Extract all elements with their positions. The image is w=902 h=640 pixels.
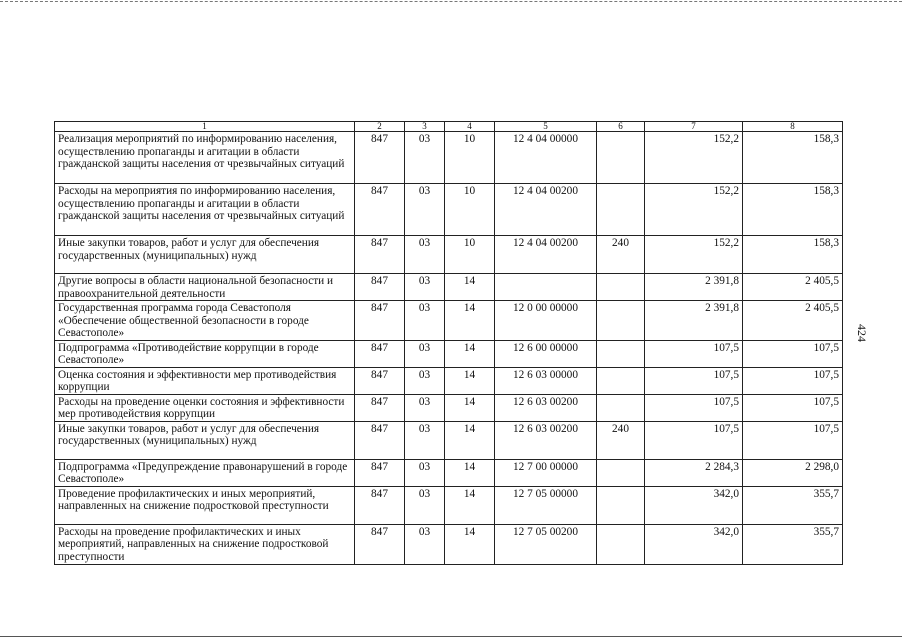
row-pr-cell: 10 (445, 236, 495, 274)
row-vr-cell (597, 184, 645, 236)
header-cell-4: 4 (445, 122, 495, 132)
row-sum-cell: 107,5 (645, 421, 743, 459)
row-sum-cell: 2 391,8 (645, 274, 743, 301)
row-rz-cell: 03 (405, 367, 445, 394)
budget-table (54, 121, 843, 565)
row-vr-cell: 240 (597, 236, 645, 274)
table-row (55, 184, 843, 236)
row-ved-cell: 847 (355, 301, 405, 341)
row-sum-cell: 355,7 (743, 486, 843, 524)
row-rz-cell: 03 (405, 421, 445, 459)
row-csr-cell: 12 7 00 00000 (495, 459, 597, 486)
row-name-cell: Проведение профилактических и иных мероприятий, направленных на снижение подростковой преступности (55, 486, 355, 524)
row-ved-cell: 847 (355, 340, 405, 367)
row-pr-cell: 14 (445, 301, 495, 341)
header-cell-2: 2 (355, 122, 405, 132)
row-vr-cell (597, 367, 645, 394)
row-ved-cell: 847 (355, 367, 405, 394)
row-sum-cell: 342,0 (645, 524, 743, 564)
row-pr-cell: 14 (445, 367, 495, 394)
header-cell-8: 8 (743, 122, 843, 132)
table-row (55, 340, 843, 367)
row-csr-cell: 12 6 03 00000 (495, 367, 597, 394)
row-csr-cell (495, 274, 597, 301)
row-sum-cell: 107,5 (743, 367, 843, 394)
row-csr-cell: 12 7 05 00000 (495, 486, 597, 524)
row-ved-cell: 847 (355, 524, 405, 564)
row-rz-cell: 03 (405, 486, 445, 524)
row-sum-cell: 158,3 (743, 236, 843, 274)
row-ved-cell: 847 (355, 274, 405, 301)
row-ved-cell: 847 (355, 394, 405, 421)
row-sum-cell: 2 405,5 (743, 274, 843, 301)
row-name-cell: Оценка состояния и эффективности мер противодействия коррупции (55, 367, 355, 394)
row-rz-cell: 03 (405, 184, 445, 236)
row-ved-cell: 847 (355, 184, 405, 236)
row-pr-cell: 10 (445, 132, 495, 184)
table-row (55, 236, 843, 274)
table-row (55, 394, 843, 421)
row-pr-cell: 14 (445, 459, 495, 486)
row-name-cell: Иные закупки товаров, работ и услуг для обеспечения государственных (муниципальных) нужд (55, 421, 355, 459)
row-csr-cell: 12 6 03 00200 (495, 421, 597, 459)
row-sum-cell: 152,2 (645, 236, 743, 274)
table-row (55, 486, 843, 524)
row-vr-cell (597, 132, 645, 184)
row-name-cell: Расходы на проведение профилактических и иных мероприятий, направленных на снижение подростковой преступности (55, 524, 355, 564)
row-vr-cell (597, 394, 645, 421)
row-sum-cell: 152,2 (645, 132, 743, 184)
row-pr-cell: 14 (445, 421, 495, 459)
row-sum-cell: 2 405,5 (743, 301, 843, 341)
row-name-cell: Расходы на проведение оценки состояния и эффективности мер противодействия коррупции (55, 394, 355, 421)
table-row (55, 301, 843, 341)
table-row (55, 524, 843, 564)
table-header-row (55, 122, 843, 132)
scan-bottom-edge (0, 636, 902, 637)
row-rz-cell: 03 (405, 236, 445, 274)
row-pr-cell: 14 (445, 274, 495, 301)
row-rz-cell: 03 (405, 340, 445, 367)
row-vr-cell (597, 301, 645, 341)
row-rz-cell: 03 (405, 274, 445, 301)
row-csr-cell: 12 4 04 00000 (495, 132, 597, 184)
row-sum-cell: 107,5 (645, 340, 743, 367)
row-pr-cell: 14 (445, 524, 495, 564)
table-body (55, 132, 843, 565)
row-name-cell: Реализация мероприятий по информированию населения, осуществлению пропаганды и агитации в области гражданской защиты населения от чрезвычайных ситуаций (55, 132, 355, 184)
row-pr-cell: 14 (445, 486, 495, 524)
row-vr-cell: 240 (597, 421, 645, 459)
row-csr-cell: 12 4 04 00200 (495, 236, 597, 274)
row-rz-cell: 03 (405, 132, 445, 184)
row-vr-cell (597, 274, 645, 301)
header-cell-7: 7 (645, 122, 743, 132)
table-row (55, 132, 843, 184)
row-sum-cell: 158,3 (743, 184, 843, 236)
row-csr-cell: 12 6 03 00200 (495, 394, 597, 421)
header-cell-1: 1 (55, 122, 355, 132)
table-row (55, 367, 843, 394)
row-csr-cell: 12 6 00 00000 (495, 340, 597, 367)
row-ved-cell: 847 (355, 236, 405, 274)
row-sum-cell: 152,2 (645, 184, 743, 236)
row-csr-cell: 12 0 00 00000 (495, 301, 597, 341)
row-rz-cell: 03 (405, 394, 445, 421)
row-csr-cell: 12 7 05 00200 (495, 524, 597, 564)
row-pr-cell: 14 (445, 394, 495, 421)
row-sum-cell: 2 284,3 (645, 459, 743, 486)
header-cell-3: 3 (405, 122, 445, 132)
row-name-cell: Подпрограмма «Противодействие коррупции в городе Севастополе» (55, 340, 355, 367)
row-name-cell: Другие вопросы в области национальной безопасности и правоохранительной деятельности (55, 274, 355, 301)
row-sum-cell: 2 391,8 (645, 301, 743, 341)
row-sum-cell: 342,0 (645, 486, 743, 524)
row-sum-cell: 107,5 (743, 421, 843, 459)
row-sum-cell: 355,7 (743, 524, 843, 564)
page-number: 424 (855, 324, 869, 342)
row-vr-cell (597, 340, 645, 367)
scan-top-edge (0, 1, 902, 2)
row-name-cell: Подпрограмма «Предупреждение правонарушений в городе Севастополе» (55, 459, 355, 486)
row-rz-cell: 03 (405, 524, 445, 564)
row-name-cell: Государственная программа города Севастополя «Обеспечение общественной безопасности в городе Севастополе» (55, 301, 355, 341)
row-name-cell: Расходы на мероприятия по информированию населения, осуществлению пропаганды и агитации в области гражданской защиты населения от чрезвычайных ситуаций (55, 184, 355, 236)
row-sum-cell: 107,5 (645, 394, 743, 421)
row-sum-cell: 107,5 (743, 340, 843, 367)
header-cell-6: 6 (597, 122, 645, 132)
row-rz-cell: 03 (405, 459, 445, 486)
row-pr-cell: 10 (445, 184, 495, 236)
row-ved-cell: 847 (355, 421, 405, 459)
row-vr-cell (597, 459, 645, 486)
table-row (55, 459, 843, 486)
table-row (55, 274, 843, 301)
row-ved-cell: 847 (355, 486, 405, 524)
row-csr-cell: 12 4 04 00200 (495, 184, 597, 236)
row-rz-cell: 03 (405, 301, 445, 341)
row-pr-cell: 14 (445, 340, 495, 367)
row-vr-cell (597, 486, 645, 524)
row-vr-cell (597, 524, 645, 564)
row-sum-cell: 2 298,0 (743, 459, 843, 486)
row-sum-cell: 158,3 (743, 132, 843, 184)
row-ved-cell: 847 (355, 132, 405, 184)
row-sum-cell: 107,5 (645, 367, 743, 394)
row-name-cell: Иные закупки товаров, работ и услуг для обеспечения государственных (муниципальных) нужд (55, 236, 355, 274)
row-ved-cell: 847 (355, 459, 405, 486)
header-cell-5: 5 (495, 122, 597, 132)
table-row (55, 421, 843, 459)
row-sum-cell: 107,5 (743, 394, 843, 421)
